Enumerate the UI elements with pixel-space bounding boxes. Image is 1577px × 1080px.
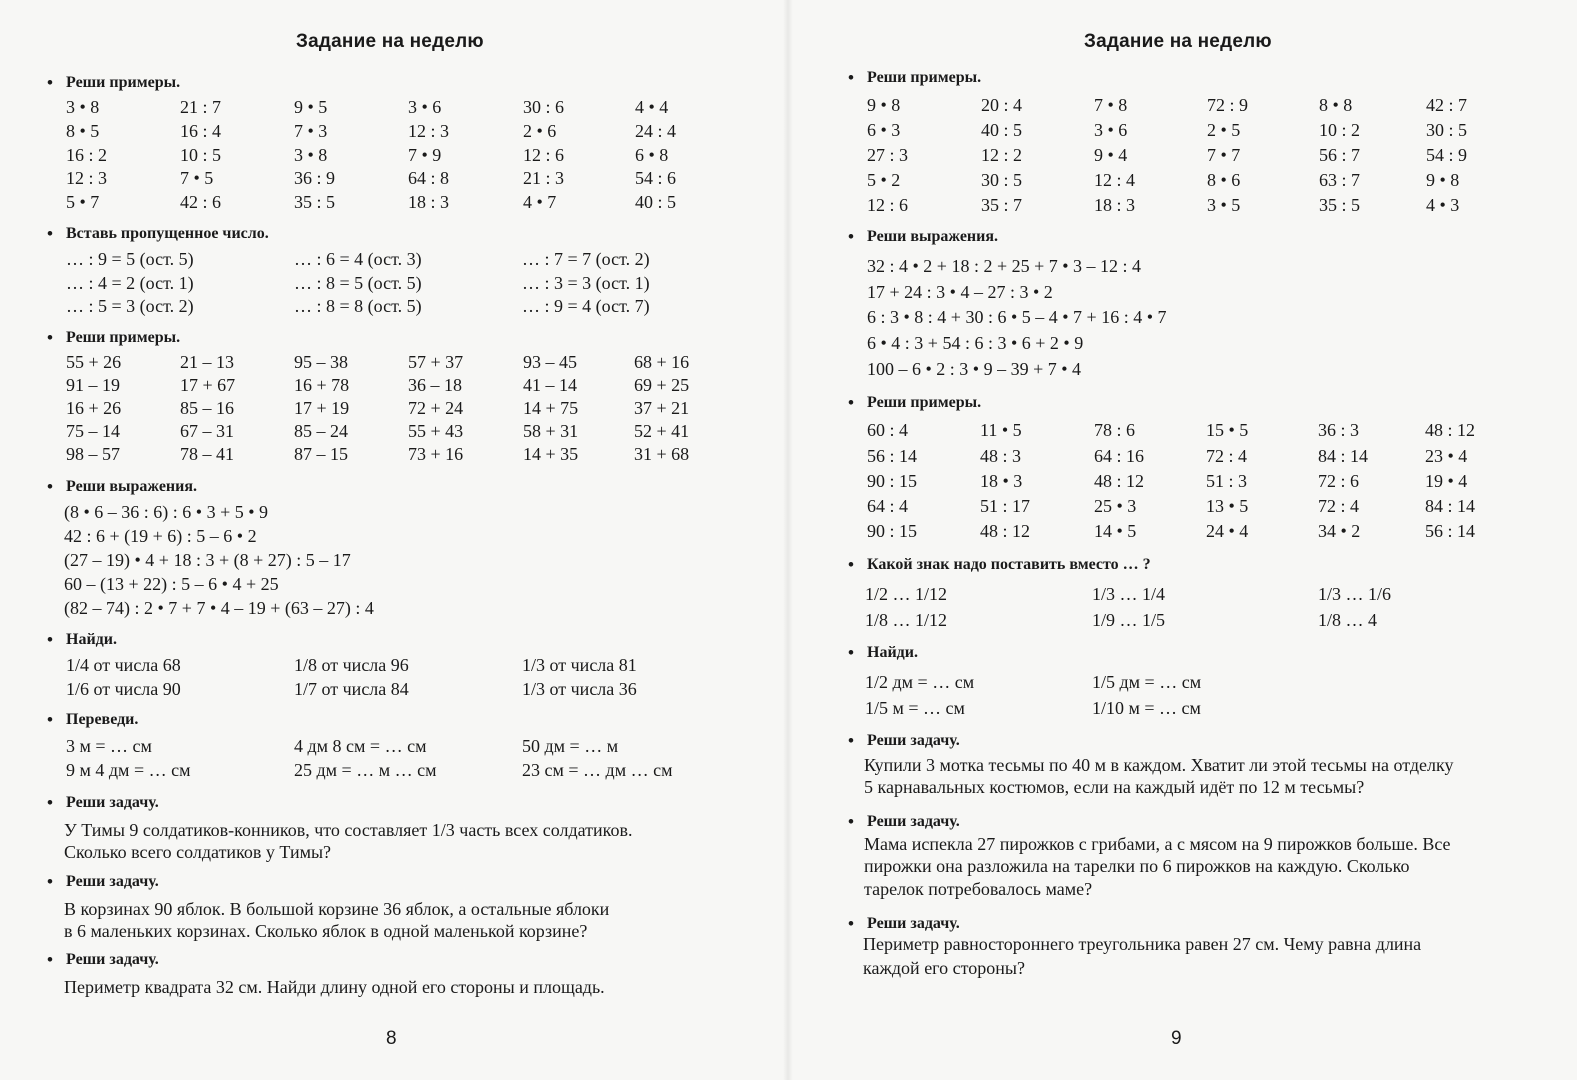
expression-line: 32 : 4 • 2 + 18 : 2 + 25 + 7 • 3 – 12 : 4 [867,256,1142,276]
exercise-item: 72 : 6 [1318,471,1360,491]
exercise-item: 1/3 от числа 36 [522,679,637,699]
expression-line: 17 + 24 : 3 • 4 – 27 : 3 • 2 [867,282,1053,302]
exercise-item: 72 : 4 [1206,446,1248,466]
exercise-item: 98 – 57 [66,444,120,464]
exercise-item: 16 : 4 [180,121,222,141]
exercise-item: 35 : 5 [1319,195,1361,215]
exercise-item: 58 + 31 [523,421,579,441]
exercise-item: 78 – 41 [180,444,234,464]
exercise-item: 25 дм = … м … см [294,760,437,780]
exercise-item: 42 : 7 [1426,95,1468,115]
exercise-item: 84 : 14 [1425,496,1476,516]
exercise-item: 9 • 8 [1426,170,1460,190]
exercise-item: 13 • 5 [1206,496,1249,516]
exercise-item: 16 + 26 [66,398,122,418]
exercise-item: 14 + 35 [523,444,579,464]
exercise-item: 4 • 3 [1426,195,1460,215]
exercise-item: 91 – 19 [66,375,120,395]
exercise-item: … : 8 = 5 (ост. 5) [294,273,422,293]
exercise-item: 57 + 37 [408,352,464,372]
exercise-item: 69 + 25 [634,375,690,395]
exercise-item: 9 • 5 [294,97,328,117]
task-line: тарелок потребовалось маме? [864,879,1093,899]
exercise-item: 1/4 от числа 68 [66,655,181,675]
exercise-item: 35 : 7 [981,195,1023,215]
page-number: 8 [386,1028,397,1049]
section-heading: • Какой знак надо поставить вместо … ? [867,556,1151,574]
exercise-item: 56 : 7 [1319,145,1361,165]
exercise-item: 23 • 4 [1425,446,1468,466]
exercise-item: 1/2 … 1/12 [865,584,948,604]
exercise-item: 18 • 3 [980,471,1023,491]
exercise-item: 75 – 14 [66,421,120,441]
exercise-item: 1/8 … 1/12 [865,610,948,630]
exercise-item: 51 : 3 [1206,471,1248,491]
exercise-item: 12 : 3 [66,168,108,188]
exercise-item: 30 : 6 [523,97,565,117]
exercise-item: 3 • 5 [1207,195,1241,215]
expression-line: (82 – 74) : 2 • 7 + 7 • 4 – 19 + (63 – 27) : 4 [64,598,374,618]
exercise-item: 1/5 м = … см [865,698,965,718]
exercise-item: 87 – 15 [294,444,348,464]
exercise-item: 1/8 … 4 [1318,610,1378,630]
exercise-item: 8 • 6 [1207,170,1241,190]
exercise-item: 36 : 3 [1318,420,1360,440]
exercise-item: 21 : 7 [180,97,222,117]
task-line: У Тимы 9 солдатиков-конников, что составляет 1/3 часть всех солдатиков. [64,820,633,840]
exercise-item: 37 + 21 [634,398,690,418]
exercise-item: 3 • 6 [1094,120,1128,140]
exercise-item: 48 : 12 [980,521,1031,541]
exercise-item: 24 : 4 [635,121,677,141]
exercise-item: … : 9 = 5 (ост. 5) [66,249,194,269]
exercise-item: 78 : 6 [1094,420,1136,440]
exercise-item: 1/3 … 1/4 [1092,584,1166,604]
section-heading: • Реши примеры. [867,394,981,412]
section-heading: • Реши выражения. [867,228,998,246]
exercise-item: 24 • 4 [1206,521,1249,541]
exercise-item: 9 • 8 [867,95,901,115]
exercise-item: 64 : 16 [1094,446,1145,466]
exercise-item: 50 дм = … м [522,736,619,756]
exercise-item: 17 + 19 [294,398,350,418]
section-heading: • Реши примеры. [66,329,180,347]
exercise-item: 4 дм 8 см = … см [294,736,427,756]
section-heading: • Реши примеры. [867,69,981,87]
exercise-item: 40 : 5 [981,120,1023,140]
section-heading: • Реши задачу. [66,794,159,812]
exercise-item: … : 6 = 4 (ост. 3) [294,249,422,269]
exercise-item: 42 : 6 [180,192,222,212]
exercise-item: 64 : 4 [867,496,909,516]
exercise-item: 5 • 7 [66,192,100,212]
exercise-item: 7 • 9 [408,145,442,165]
exercise-item: 48 : 3 [980,446,1022,466]
exercise-item: 7 • 7 [1207,145,1241,165]
exercise-item: 3 м = … см [66,736,152,756]
section-heading: • Реши задачу. [66,951,159,969]
page-title: Задание на неделю [296,31,484,52]
exercise-item: 8 • 8 [1319,95,1353,115]
expression-line: 60 – (13 + 22) : 5 – 6 • 4 + 25 [64,574,279,594]
exercise-item: 18 : 3 [1094,195,1136,215]
exercise-item: 4 • 7 [523,192,557,212]
exercise-item: 30 : 5 [1426,120,1468,140]
exercise-item: 51 : 17 [980,496,1031,516]
exercise-item: 54 : 6 [635,168,677,188]
task-line: Купили 3 мотка тесьмы по 40 м в каждом. Хватит ли этой тесьмы на отделку [864,755,1454,775]
exercise-item: 30 : 5 [981,170,1023,190]
exercise-item: 52 + 41 [634,421,690,441]
expression-line: 100 – 6 • 2 : 3 • 9 – 39 + 7 • 4 [867,359,1082,379]
exercise-item: 1/6 от числа 90 [66,679,181,699]
exercise-item: 72 : 4 [1318,496,1360,516]
exercise-item: 12 : 2 [981,145,1023,165]
exercise-item: 1/3 от числа 81 [522,655,637,675]
exercise-item: 10 : 2 [1319,120,1361,140]
exercise-item: 23 см = … дм … см [522,760,673,780]
section-heading: • Реши задачу. [66,873,159,891]
exercise-item: 1/7 от числа 84 [294,679,409,699]
section-heading: • Вставь пропущенное число. [66,225,269,243]
exercise-item: 12 : 3 [408,121,450,141]
exercise-item: 56 : 14 [1425,521,1476,541]
exercise-item: … : 3 = 3 (ост. 1) [522,273,650,293]
exercise-item: 34 • 2 [1318,521,1361,541]
exercise-item: 3 • 6 [408,97,442,117]
exercise-item: … : 9 = 4 (ост. 7) [522,296,650,316]
exercise-item: 2 • 5 [1207,120,1241,140]
exercise-item: 95 – 38 [294,352,348,372]
exercise-item: 12 : 4 [1094,170,1136,190]
exercise-item: 72 : 9 [1207,95,1249,115]
exercise-item: 67 – 31 [180,421,234,441]
exercise-item: 31 + 68 [634,444,690,464]
expression-line: (8 • 6 – 36 : 6) : 6 • 3 + 5 • 9 [64,502,269,522]
page-right [790,0,1577,1080]
page-title: Задание на неделю [1084,31,1272,52]
task-line: пирожки она разложила на тарелки по 6 пирожков на каждую. Сколько [864,856,1410,876]
exercise-item: 14 • 5 [1094,521,1137,541]
exercise-item: 36 : 9 [294,168,336,188]
task-line: в 6 маленьких корзинах. Сколько яблок в одной маленькой корзине? [64,921,588,941]
exercise-item: 72 + 24 [408,398,464,418]
exercise-item: 90 : 15 [867,471,918,491]
exercise-item: 55 + 26 [66,352,122,372]
task-line: Периметр квадрата 32 см. Найди длину одной его стороны и площадь. [64,977,605,997]
task-line: Сколько всего солдатиков у Тимы? [64,842,332,862]
expression-line: 6 • 4 : 3 + 54 : 6 : 3 • 6 + 2 • 9 [867,333,1084,353]
exercise-item: 27 : 3 [867,145,909,165]
exercise-item: 54 : 9 [1426,145,1468,165]
task-line: В корзинах 90 яблок. В большой корзине 36 яблок, а остальные яблоки [64,899,610,919]
section-heading: • Реши примеры. [66,74,180,92]
exercise-item: 41 – 14 [523,375,577,395]
exercise-item: 9 м 4 дм = … см [66,760,191,780]
exercise-item: 6 • 8 [635,145,669,165]
exercise-item: 21 : 3 [523,168,565,188]
exercise-item: 48 : 12 [1094,471,1145,491]
exercise-item: 21 – 13 [180,352,234,372]
exercise-item: 1/8 от числа 96 [294,655,409,675]
exercise-item: 14 + 75 [523,398,579,418]
exercise-item: … : 8 = 8 (ост. 5) [294,296,422,316]
exercise-item: 36 – 18 [408,375,462,395]
exercise-item: 20 : 4 [981,95,1023,115]
expression-line: 6 : 3 • 8 : 4 + 30 : 6 • 5 – 4 • 7 + 16 : 4 • 7 [867,307,1167,327]
exercise-item: 55 + 43 [408,421,464,441]
section-heading: • Переведи. [66,711,138,729]
section-heading: • Реши задачу. [867,915,960,933]
exercise-item: 19 • 4 [1425,471,1468,491]
page-left [0,0,785,1080]
section-heading: • Реши задачу. [867,813,960,831]
exercise-item: 4 • 4 [635,97,669,117]
section-heading: • Найди. [867,644,918,662]
exercise-item: 85 – 24 [294,421,348,441]
exercise-item: 3 • 8 [66,97,100,117]
section-heading: • Реши задачу. [867,732,960,750]
exercise-item: 90 : 15 [867,521,918,541]
exercise-item: … : 4 = 2 (ост. 1) [66,273,194,293]
exercise-item: 3 • 8 [294,145,328,165]
exercise-item: 15 • 5 [1206,420,1249,440]
exercise-item: 12 : 6 [867,195,909,215]
exercise-item: 63 : 7 [1319,170,1361,190]
exercise-item: 1/10 м = … см [1092,698,1201,718]
exercise-item: 40 : 5 [635,192,677,212]
exercise-item: … : 5 = 3 (ост. 2) [66,296,194,316]
exercise-item: 73 + 16 [408,444,464,464]
exercise-item: 16 + 78 [294,375,350,395]
page-number: 9 [1171,1028,1182,1049]
exercise-item: 17 + 67 [180,375,236,395]
exercise-item: 7 • 3 [294,121,328,141]
exercise-item: 10 : 5 [180,145,222,165]
task-line: 5 карнавальных костюмов, если на каждый идёт по 12 м тесьмы? [864,777,1365,797]
exercise-item: 85 – 16 [180,398,234,418]
exercise-item: 1/5 дм = … см [1092,672,1202,692]
exercise-item: 35 : 5 [294,192,336,212]
exercise-item: 60 : 4 [867,420,909,440]
exercise-item: 56 : 14 [867,446,918,466]
exercise-item: 84 : 14 [1318,446,1369,466]
exercise-item: 64 : 8 [408,168,450,188]
exercise-item: 93 – 45 [523,352,577,372]
exercise-item: 12 : 6 [523,145,565,165]
exercise-item: 1/9 … 1/5 [1092,610,1166,630]
exercise-item: … : 7 = 7 (ост. 2) [522,249,650,269]
exercise-item: 18 : 3 [408,192,450,212]
exercise-item: 1/3 … 1/6 [1318,584,1392,604]
task-line: каждой его стороны? [863,958,1025,978]
section-heading: • Реши выражения. [66,478,197,496]
expression-line: 42 : 6 + (19 + 6) : 5 – 6 • 2 [64,526,257,546]
exercise-item: 16 : 2 [66,145,108,165]
exercise-item: 7 • 8 [1094,95,1128,115]
exercise-item: 11 • 5 [980,420,1022,440]
exercise-item: 1/2 дм = … см [865,672,975,692]
task-line: Мама испекла 27 пирожков с грибами, а с мясом на 9 пирожков больше. Все [864,834,1451,854]
exercise-item: 5 • 2 [867,170,901,190]
exercise-item: 7 • 5 [180,168,214,188]
exercise-item: 9 • 4 [1094,145,1128,165]
exercise-item: 48 : 12 [1425,420,1476,440]
exercise-item: 2 • 6 [523,121,557,141]
exercise-item: 68 + 16 [634,352,690,372]
task-line: Периметр равностороннего треугольника равен 27 см. Чему равна длина [863,934,1422,954]
expression-line: (27 – 19) • 4 + 18 : 3 + (8 + 27) : 5 – 17 [64,550,351,570]
section-heading: • Найди. [66,631,117,649]
exercise-item: 8 • 5 [66,121,100,141]
exercise-item: 6 • 3 [867,120,901,140]
exercise-item: 25 • 3 [1094,496,1137,516]
